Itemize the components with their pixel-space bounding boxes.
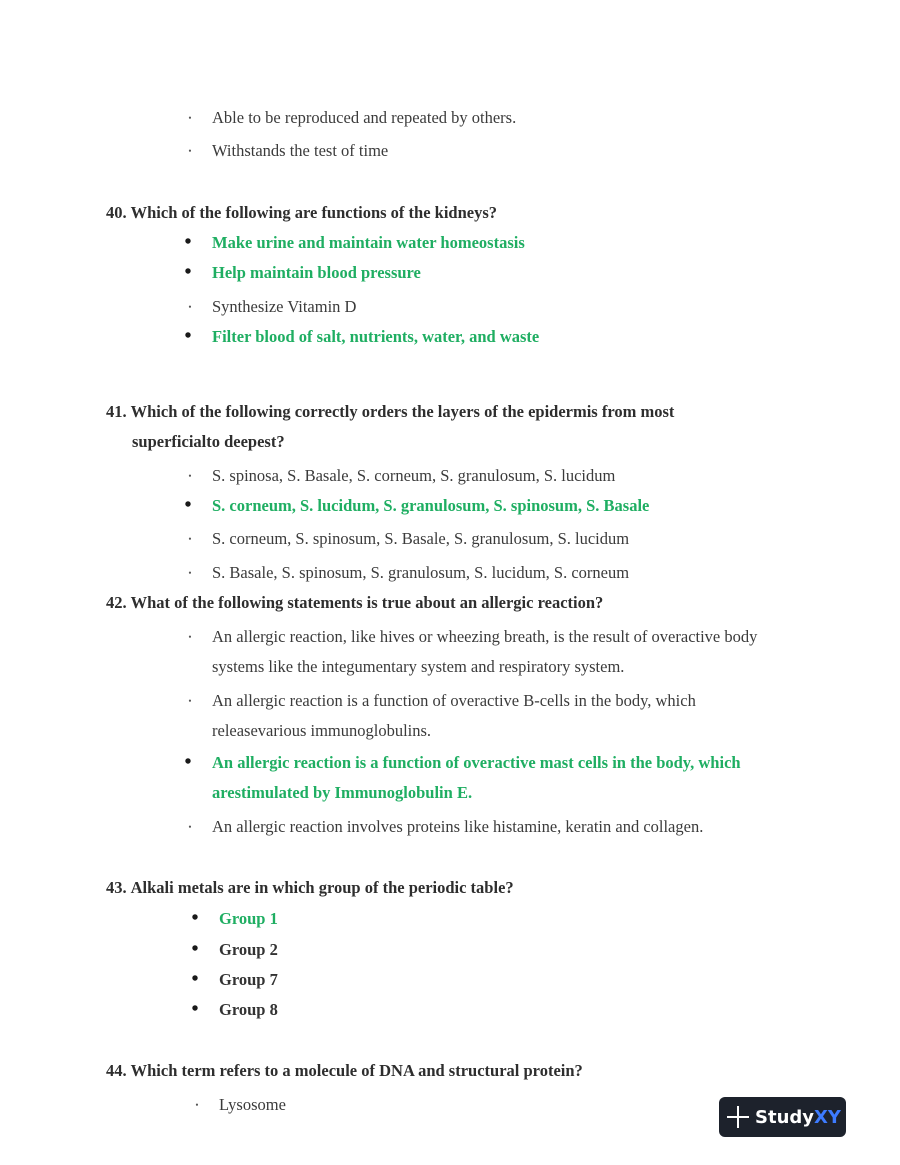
- answer-option-correct: • S. corneum, S. lucidum, S. granulosum, S. spinosum, S. Basale: [212, 491, 812, 521]
- bullet: •: [184, 494, 192, 516]
- list-item: • Able to be reproduced and repeated by others.: [212, 103, 812, 133]
- bullet: •: [195, 1100, 199, 1110]
- studyxy-logo[interactable]: [719, 1097, 846, 1137]
- question-40: 40. Which of the following are functions of the kidneys?: [106, 203, 498, 222]
- answer-option-correct: • Filter blood of salt, nutrients, water, and waste: [212, 322, 812, 352]
- logo-text: StudyXY: [755, 1106, 841, 1128]
- list-item: • Withstands the test of time: [212, 136, 812, 166]
- bullet: •: [184, 231, 192, 253]
- bullet: •: [184, 751, 192, 773]
- answer-option: • Group 8: [219, 995, 819, 1025]
- answer-option-correct: • An allergic reaction is a function of overactive mast cells in the body, which arestimulated by Immunoglobulin E.: [212, 748, 812, 808]
- bullet: •: [188, 534, 192, 544]
- answer-option: • An allergic reaction, like hives or wheezing breath, is the result of overactive body systems like the integumentary system and respiratory system.: [212, 622, 812, 682]
- bullet: •: [188, 632, 192, 642]
- answer-option: • S. corneum, S. spinosum, S. Basale, S. granulosum, S. lucidum: [212, 524, 812, 554]
- bullet: •: [188, 696, 192, 706]
- bullet: •: [188, 822, 192, 832]
- bullet: •: [191, 938, 199, 960]
- question-44: 44. Which term refers to a molecule of DNA and structural protein?: [106, 1061, 583, 1080]
- bullet: •: [188, 146, 192, 156]
- answer-option-correct: • Make urine and maintain water homeostasis: [212, 228, 812, 258]
- question-43: 43. Alkali metals are in which group of the periodic table?: [106, 878, 514, 897]
- bullet: •: [191, 907, 199, 929]
- answer-option: • Synthesize Vitamin D: [212, 292, 812, 322]
- answer-option: • Lysosome: [219, 1090, 819, 1120]
- bullet: •: [191, 998, 199, 1020]
- answer-option: • Group 2: [219, 935, 819, 965]
- question-42: 42. What of the following statements is true about an allergic reaction?: [106, 593, 604, 612]
- answer-option: • An allergic reaction is a function of overactive B-cells in the body, which releasevarious immunoglobulins.: [212, 686, 812, 746]
- bullet: •: [184, 325, 192, 347]
- answer-option: • S. spinosa, S. Basale, S. corneum, S. granulosum, S. lucidum: [212, 461, 812, 491]
- answer-option-correct: • Group 1: [219, 904, 819, 934]
- answer-option-correct: • Help maintain blood pressure: [212, 258, 812, 288]
- bullet: •: [188, 302, 192, 312]
- answer-option: • Group 7: [219, 965, 819, 995]
- answer-option: • An allergic reaction involves proteins like histamine, keratin and collagen.: [212, 812, 812, 842]
- question-41: 41. Which of the following correctly orders the layers of the epidermis from most superficialto deepest?: [106, 402, 675, 451]
- bullet: •: [188, 568, 192, 578]
- plus-icon: [727, 1106, 749, 1128]
- bullet: •: [184, 261, 192, 283]
- bullet: •: [188, 471, 192, 481]
- answer-option: • S. Basale, S. spinosum, S. granulosum, S. lucidum, S. corneum: [212, 558, 812, 588]
- bullet: •: [188, 113, 192, 123]
- bullet: •: [191, 968, 199, 990]
